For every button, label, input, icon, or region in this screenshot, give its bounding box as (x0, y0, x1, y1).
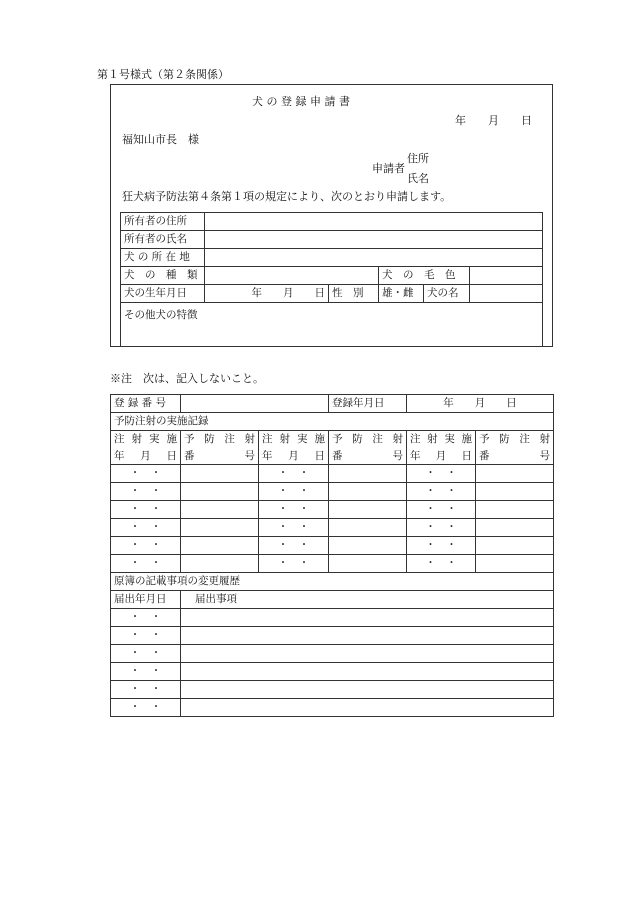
notification-items-cell (181, 645, 554, 663)
h-no-top: 射 (392, 433, 403, 445)
injection-number-cell (329, 519, 407, 537)
injection-date-cell: ・ ・ (407, 519, 476, 537)
h-date-top: 施 (461, 433, 472, 445)
injection-date-cell: ・ ・ (111, 501, 181, 519)
h-date-bottom: 月 (140, 449, 151, 462)
change-row (111, 627, 554, 645)
h-no-top: 注 (372, 433, 383, 445)
injection-date-cell: ・ ・ (407, 537, 476, 555)
h-date-bottom: 日 (461, 449, 472, 462)
other-features-label: その他犬の特徴 (124, 309, 198, 321)
h-no-bottom: 番 (332, 449, 343, 462)
dog-location-field[interactable] (205, 249, 543, 267)
injection-number-cell (476, 537, 554, 555)
notification-date-cell: ・ ・ (111, 681, 181, 699)
injection-number-cell (476, 483, 554, 501)
injection-date-cell: ・ ・ (407, 555, 476, 573)
applicant-label: 申請者 (372, 162, 405, 175)
h-no-top: 防 (352, 433, 363, 445)
owner-name-field[interactable] (205, 231, 543, 249)
notification-date-cell: ・ ・ (111, 663, 181, 681)
vaccination-row (111, 519, 554, 537)
injection-number-cell (181, 501, 259, 519)
sex-label: 性 別 (329, 285, 379, 303)
injection-date-cell: ・ ・ (259, 555, 329, 573)
notification-items-cell (181, 609, 554, 627)
h-date-top: 射 (279, 433, 290, 445)
notification-items-header: 届出事項 (181, 591, 554, 609)
coat-color-field[interactable] (470, 267, 543, 285)
vaccination-row (111, 555, 554, 573)
notification-date-cell: ・ ・ (111, 627, 181, 645)
change-row (111, 645, 554, 663)
vaccination-section-title: 予防注射の実施記録 (111, 413, 554, 431)
application-date: 年 月 日 (455, 114, 532, 127)
h-date-top: 実 (444, 433, 455, 445)
h-no-bottom: 号 (244, 449, 255, 462)
reg-number-label: 登 録 番 号 (111, 395, 181, 413)
h-no-top: 注 (519, 433, 530, 445)
h-date-bottom: 月 (435, 449, 447, 462)
h-no-bottom: 番 (479, 449, 490, 462)
owner-name-label: 所有者の氏名 (121, 231, 205, 249)
injection-date-cell: ・ ・ (259, 465, 329, 483)
h-no-top: 射 (539, 433, 550, 445)
injection-date-cell: ・ ・ (111, 555, 181, 573)
form-number: 第１号様式（第２条関係） (97, 68, 229, 81)
dog-breed-label: 犬 の 種 類 (121, 267, 205, 285)
change-row (111, 663, 554, 681)
h-date-top: 注 (114, 433, 125, 445)
h-no-bottom: 番 (184, 449, 195, 462)
h-no-top: 予 (332, 433, 343, 445)
injection-number-cell (476, 555, 554, 573)
owner-address-label: 所有者の住所 (121, 213, 205, 231)
notification-date-cell: ・ ・ (111, 699, 181, 717)
h-no-bottom: 号 (392, 449, 403, 462)
injection-number-cell (329, 537, 407, 555)
injection-date-cell: ・ ・ (111, 483, 181, 501)
injection-number-cell (329, 501, 407, 519)
addressee: 福知山市長 様 (122, 133, 199, 146)
injection-number-cell (476, 465, 554, 483)
injection-number-cell (329, 483, 407, 501)
h-no-top: 注 (224, 433, 235, 445)
office-note: ※注 次は、記入しないこと。 (110, 372, 264, 385)
h-date-top: 実 (149, 433, 160, 445)
injection-number-cell (181, 555, 259, 573)
h-no-top: 防 (499, 433, 510, 445)
h-date-top: 実 (297, 433, 308, 445)
h-no-top: 予 (184, 433, 195, 445)
injection-number-cell (181, 465, 259, 483)
h-date-top: 施 (314, 433, 325, 445)
notification-date-cell: ・ ・ (111, 645, 181, 663)
injection-date-cell: ・ ・ (259, 537, 329, 555)
h-date-bottom: 月 (288, 449, 299, 462)
injection-date-header (407, 431, 476, 465)
vaccination-row (111, 465, 554, 483)
changes-section-title: 原簿の記載事項の変更履歴 (111, 573, 554, 591)
notification-date-cell: ・ ・ (111, 609, 181, 627)
injection-number-cell (476, 519, 554, 537)
other-features-field[interactable] (121, 303, 543, 347)
name-label: 氏名 (407, 172, 429, 185)
injection-number-cell (181, 519, 259, 537)
notification-items-cell (181, 663, 554, 681)
h-date-bottom: 年 (410, 449, 421, 462)
coat-color-label: 犬 の 毛 色 (379, 267, 470, 285)
injection-number-header (181, 431, 259, 465)
h-no-top: 防 (204, 433, 215, 445)
injection-date-cell: ・ ・ (259, 501, 329, 519)
h-no-top: 予 (479, 433, 490, 445)
injection-date-header (111, 431, 181, 465)
application-statement: 狂犬病予防法第４条第１項の規定により、次のとおり申請します。 (122, 190, 452, 203)
dog-name-label: 犬の名 (424, 285, 470, 303)
notification-date-header: 届出年月日 (111, 591, 181, 609)
reg-date-field: 年 月 日 (407, 395, 554, 413)
injection-number-cell (181, 483, 259, 501)
h-date-bottom: 年 (262, 449, 273, 462)
injection-date-cell: ・ ・ (259, 519, 329, 537)
injection-date-cell: ・ ・ (111, 537, 181, 555)
office-use-table (110, 394, 554, 717)
vaccination-row (111, 483, 554, 501)
injection-date-header (259, 431, 329, 465)
h-date-top: 施 (166, 433, 177, 445)
owner-address-field[interactable] (205, 213, 543, 231)
injection-date-cell: ・ ・ (111, 519, 181, 537)
h-date-top: 射 (427, 433, 438, 445)
h-no-bottom: 号 (539, 449, 550, 462)
h-no-top: 射 (244, 433, 255, 445)
change-row (111, 699, 554, 717)
dog-location-label: 犬 の 所 在 地 (121, 249, 205, 267)
injection-number-header (329, 431, 407, 465)
injection-date-cell: ・ ・ (407, 501, 476, 519)
change-row (111, 681, 554, 699)
birth-date-field[interactable]: 年 月 日 (205, 285, 329, 303)
application-table (120, 212, 543, 347)
sex-options[interactable]: 雄・雌 (379, 285, 424, 303)
birth-date-label: 犬の生年月日 (121, 285, 205, 303)
h-date-bottom: 年 (114, 449, 125, 462)
notification-items-cell (181, 699, 554, 717)
dog-breed-field[interactable] (205, 267, 379, 285)
injection-date-cell: ・ ・ (259, 483, 329, 501)
h-date-top: 注 (410, 433, 421, 445)
injection-date-cell: ・ ・ (111, 465, 181, 483)
h-date-top: 射 (131, 433, 142, 445)
injection-number-cell (181, 537, 259, 555)
dog-name-field[interactable] (470, 285, 543, 303)
h-date-bottom: 日 (166, 449, 177, 462)
injection-date-cell: ・ ・ (407, 465, 476, 483)
reg-number-field (181, 395, 329, 413)
vaccination-row (111, 537, 554, 555)
form-title: 犬 の 登 録 申 請 書 (252, 95, 350, 108)
address-label: 住所 (407, 152, 429, 165)
injection-number-cell (476, 501, 554, 519)
injection-number-cell (329, 465, 407, 483)
h-date-bottom: 日 (314, 449, 325, 462)
notification-items-cell (181, 627, 554, 645)
injection-date-cell: ・ ・ (407, 483, 476, 501)
vaccination-row (111, 501, 554, 519)
h-date-top: 注 (262, 433, 273, 445)
injection-number-header (476, 431, 554, 465)
notification-items-cell (181, 681, 554, 699)
reg-date-label: 登録年月日 (329, 395, 407, 413)
change-row (111, 609, 554, 627)
injection-number-cell (329, 555, 407, 573)
